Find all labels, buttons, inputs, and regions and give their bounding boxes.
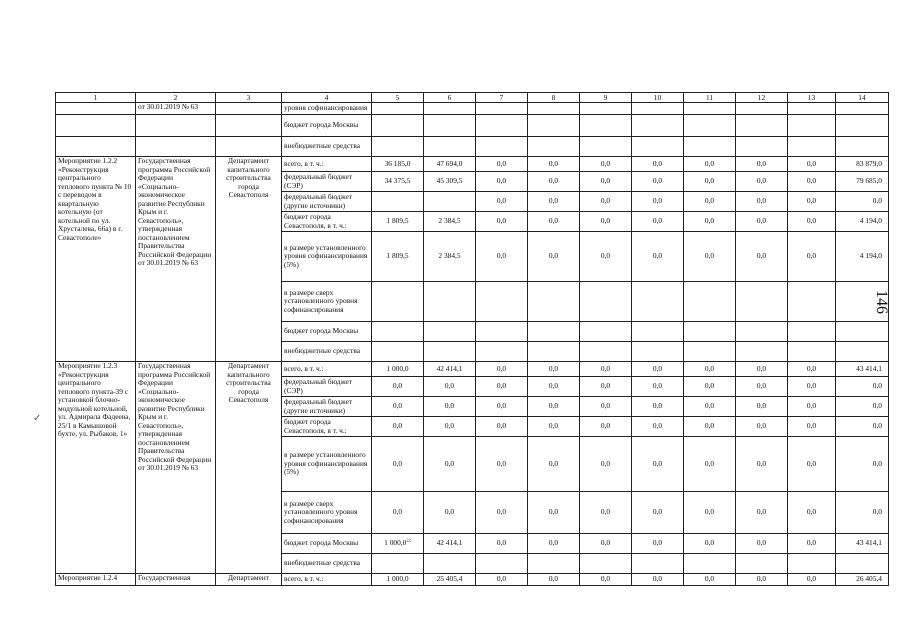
value-cell <box>684 103 736 115</box>
value-text: 1 000,0 <box>384 538 407 548</box>
value-cell <box>528 103 580 115</box>
value-cell: 0,0 <box>736 417 788 437</box>
value-cell <box>528 282 580 322</box>
value-cell: 0,0 <box>580 377 632 397</box>
value-cell <box>580 137 632 157</box>
executor-cell <box>216 137 282 157</box>
funding-source-cell: всего, в т. ч.: <box>282 157 372 172</box>
funding-source-cell: федеральный бюджет (другие источники) <box>282 397 372 417</box>
value-cell <box>836 115 889 137</box>
value-cell: 0,0 <box>788 157 836 172</box>
value-cell: 0,0 <box>788 192 836 212</box>
value-cell <box>372 137 424 157</box>
value-cell <box>424 192 476 212</box>
value-cell: 0,0 <box>684 534 736 554</box>
value-cell: 0,0 <box>632 574 684 586</box>
value-cell <box>372 115 424 137</box>
value-cell <box>632 115 684 137</box>
value-cell <box>476 282 528 322</box>
value-cell: 0,0 <box>632 157 684 172</box>
table-row <box>56 103 889 115</box>
value-cell: 0,0 <box>684 232 736 282</box>
funding-source-cell: бюджет города Москвы <box>282 322 372 342</box>
value-cell: 0,0 <box>632 437 684 492</box>
value-cell: 0,0 <box>836 192 889 212</box>
value-cell: 2 384,5 <box>424 232 476 282</box>
margin-mark: ✓ <box>33 413 42 424</box>
executor-cell: Департамент капитального строительства города Севастополя <box>216 362 282 574</box>
value-cell <box>788 342 836 362</box>
value-cell: 0,0 <box>684 492 736 534</box>
value-cell: 0,0 <box>736 212 788 232</box>
value-cell: 0,0 <box>736 157 788 172</box>
funding-source-cell: в размере сверх установленного уровня софинансирования <box>282 492 372 534</box>
value-cell: 0,0 <box>580 362 632 377</box>
value-cell: 0,0 <box>580 492 632 534</box>
value-cell: 34 375,5 <box>372 172 424 192</box>
value-cell: 0,0 <box>684 437 736 492</box>
column-header-8: 8 <box>528 93 580 103</box>
value-cell: 0,0 <box>632 492 684 534</box>
column-header-4: 4 <box>282 93 372 103</box>
value-cell: 0,0 <box>424 492 476 534</box>
value-cell <box>476 115 528 137</box>
value-cell <box>684 322 736 342</box>
column-header-12: 12 <box>736 93 788 103</box>
value-cell: 26 405,4 <box>836 574 889 586</box>
value-cell: 0,0 <box>736 534 788 554</box>
measure-name-cell: Мероприятие 1.2.3 «Реконструкция центрального теплового пункта-39 с установкой блочно-модульной котельной, ул. Адмирала Фадеева, 25/1 в Камышовой бухте, ул. Рыбаков, 1» <box>56 362 136 574</box>
funding-source-cell: федеральный бюджет (СЭР) <box>282 377 372 397</box>
value-cell <box>836 342 889 362</box>
value-cell <box>736 554 788 574</box>
value-cell: 0,0 <box>528 534 580 554</box>
value-cell <box>632 103 684 115</box>
funding-source-cell: внебюджетные средства <box>282 554 372 574</box>
value-cell <box>736 137 788 157</box>
column-header-7: 7 <box>476 93 528 103</box>
value-cell: 0,0 <box>788 172 836 192</box>
funding-source-cell: уровня софинансирования <box>282 103 372 115</box>
value-cell: 0,0 <box>632 534 684 554</box>
value-cell <box>528 554 580 574</box>
funding-source-cell: бюджет города Москвы <box>282 115 372 137</box>
value-cell: 0,0 <box>836 397 889 417</box>
value-cell: 0,0 <box>684 212 736 232</box>
value-cell: 0,0 <box>632 212 684 232</box>
value-cell <box>580 282 632 322</box>
value-cell <box>632 137 684 157</box>
value-cell: 0,0 <box>836 417 889 437</box>
value-cell <box>788 115 836 137</box>
value-cell <box>736 322 788 342</box>
value-cell <box>424 342 476 362</box>
page-number: 146 <box>873 290 890 314</box>
value-cell: 0,0 <box>632 232 684 282</box>
value-cell: 0,0 <box>788 534 836 554</box>
value-cell: 43 414,1 <box>836 534 889 554</box>
value-cell <box>736 342 788 362</box>
funding-source-cell: в размере установленного уровня софинансирования (5%) <box>282 232 372 282</box>
value-cell: 0,0 <box>476 377 528 397</box>
value-cell <box>788 282 836 322</box>
value-cell: 0,0 <box>424 397 476 417</box>
value-cell <box>580 554 632 574</box>
program-cell: Государственная программа Российской Федерации «Социально-экономическое развитие Республики Крым и г. Севастополь», утвержденная постановлением Правительства Российской Федерации от 30.01.2019 № 63 <box>136 157 216 362</box>
value-cell: 0,0 <box>736 437 788 492</box>
value-cell: 0,0 <box>528 212 580 232</box>
value-cell <box>476 554 528 574</box>
program-cell: Государственная программа Российской Федерации «Социально-экономическое развитие Республики Крым и г. Севастополь», утвержденная постановлением Правительства Российской Федерации от 30.01.2019 № 63 <box>136 362 216 574</box>
value-cell: 0,0 <box>372 492 424 534</box>
value-cell: 1 809,5 <box>372 232 424 282</box>
value-cell <box>372 322 424 342</box>
value-cell: 0,0 <box>684 192 736 212</box>
value-cell: 0,0 <box>580 417 632 437</box>
program-cell <box>136 115 216 137</box>
value-cell <box>632 342 684 362</box>
funding-source-cell: бюджет города Севастополя, в т. ч.: <box>282 212 372 232</box>
table-row <box>56 115 889 137</box>
value-cell: 0,0 <box>528 377 580 397</box>
value-cell: 0,0 <box>788 574 836 586</box>
value-cell <box>424 322 476 342</box>
value-cell <box>372 342 424 362</box>
value-cell <box>424 282 476 322</box>
value-cell: 43 414,1 <box>836 362 889 377</box>
value-cell: 0,0 <box>684 362 736 377</box>
value-cell: 0,0 <box>528 172 580 192</box>
value-cell: 47 694,0 <box>424 157 476 172</box>
measure-name-cell: Мероприятие 1.2.2 «Реконструкция центрального теплового пункта № 10 с переводом в квартальную котельную (от котельной по ул. Хрусталева, 66а) в г. Севастополе» <box>56 157 136 362</box>
value-cell: 0,0 <box>788 417 836 437</box>
value-cell: 0,0 <box>476 157 528 172</box>
value-cell: 0,0 <box>580 397 632 417</box>
value-cell: 0,0 <box>736 377 788 397</box>
value-cell <box>476 342 528 362</box>
value-cell: 0,0 <box>476 397 528 417</box>
executor-cell <box>216 115 282 137</box>
executor-cell: Департамент <box>216 574 282 586</box>
funding-source-cell: бюджет города Севастополя, в т. ч.: <box>282 417 372 437</box>
value-cell <box>372 282 424 322</box>
column-header-1: 1 <box>56 93 136 103</box>
value-cell: 0,0 <box>684 397 736 417</box>
value-cell: 0,0 <box>372 397 424 417</box>
value-cell <box>788 103 836 115</box>
value-cell: 0,0 <box>788 492 836 534</box>
funding-source-cell: всего, в т. ч.: <box>282 362 372 377</box>
table-row <box>56 362 889 377</box>
value-cell <box>580 342 632 362</box>
funding-source-cell: бюджет города Москвы <box>282 534 372 554</box>
value-cell: 0,0 <box>372 437 424 492</box>
header-row <box>56 93 889 103</box>
value-cell: 0,0 <box>736 397 788 417</box>
value-cell: 83 879,0 <box>836 157 889 172</box>
value-cell: 0,0 <box>836 492 889 534</box>
value-cell: 0,0 <box>736 362 788 377</box>
value-cell <box>372 103 424 115</box>
value-cell <box>528 137 580 157</box>
value-cell: 0,0 <box>632 192 684 212</box>
value-cell: 0,0 <box>528 397 580 417</box>
value-cell: 0,0 <box>476 192 528 212</box>
value-cell: 0,0 <box>684 574 736 586</box>
value-cell: 0,0 <box>580 437 632 492</box>
value-cell: 36 185,0 <box>372 157 424 172</box>
value-cell <box>476 103 528 115</box>
executor-cell: Департамент капитального строительства города Севастополя <box>216 157 282 362</box>
value-cell <box>580 322 632 342</box>
value-cell: 42 414,1 <box>424 534 476 554</box>
value-cell: 0,0 <box>788 212 836 232</box>
value-cell <box>684 115 736 137</box>
value-cell <box>476 322 528 342</box>
value-cell: 0,0 <box>684 157 736 172</box>
column-header-10: 10 <box>632 93 684 103</box>
value-cell: 45 309,5 <box>424 172 476 192</box>
value-cell: 0,0 <box>684 172 736 192</box>
value-cell: 0,0 <box>736 492 788 534</box>
value-cell <box>372 554 424 574</box>
value-cell <box>632 322 684 342</box>
value-cell: 0,0 <box>476 534 528 554</box>
value-cell: 0,0 <box>788 377 836 397</box>
measure-name-cell <box>56 115 136 137</box>
value-cell <box>372 192 424 212</box>
value-cell <box>580 103 632 115</box>
value-cell <box>476 137 528 157</box>
value-cell: 0,0 <box>836 377 889 397</box>
funding-source-cell: в размере установленного уровня софинансирования (5%) <box>282 437 372 492</box>
value-cell <box>424 103 476 115</box>
value-cell <box>684 342 736 362</box>
value-cell <box>528 342 580 362</box>
column-header-13: 13 <box>788 93 836 103</box>
funding-source-cell: всего, в т. ч.: <box>282 574 372 586</box>
value-cell: 0,0 <box>580 574 632 586</box>
value-cell: 0,0 <box>476 492 528 534</box>
value-cell <box>788 554 836 574</box>
column-header-3: 3 <box>216 93 282 103</box>
value-cell: 0,0 <box>424 437 476 492</box>
value-cell <box>632 282 684 322</box>
value-cell: 0,0 <box>528 232 580 282</box>
value-cell: 0,0 <box>684 417 736 437</box>
value-cell <box>836 322 889 342</box>
value-cell: 0,0 <box>476 437 528 492</box>
column-header-6: 6 <box>424 93 476 103</box>
budget-table <box>55 92 889 586</box>
value-cell: 0,0 <box>632 417 684 437</box>
value-cell <box>424 137 476 157</box>
value-cell: 0,0 <box>372 377 424 397</box>
funding-source-cell: внебюджетные средства <box>282 342 372 362</box>
value-cell: 0,0 <box>580 534 632 554</box>
value-cell: 0,0 <box>476 417 528 437</box>
value-cell: 1 000,0 <box>372 362 424 377</box>
column-header-2: 2 <box>136 93 216 103</box>
footnote-ref: 22 <box>406 537 411 543</box>
value-cell: 79 685,0 <box>836 172 889 192</box>
value-cell: 0,0 <box>424 417 476 437</box>
measure-name-cell <box>56 137 136 157</box>
value-cell: 0,0 <box>476 172 528 192</box>
value-cell <box>736 103 788 115</box>
value-cell: 0,0 <box>632 172 684 192</box>
measure-name-cell <box>56 103 136 115</box>
value-cell <box>684 282 736 322</box>
value-cell: 0,0 <box>580 192 632 212</box>
funding-source-cell: внебюджетные средства <box>282 137 372 157</box>
value-cell: 4 194,0 <box>836 232 889 282</box>
value-cell <box>372 534 424 554</box>
value-cell: 0,0 <box>580 157 632 172</box>
value-cell: 0,0 <box>476 574 528 586</box>
value-cell <box>580 115 632 137</box>
column-header-5: 5 <box>372 93 424 103</box>
value-cell: 0,0 <box>528 157 580 172</box>
value-cell: 0,0 <box>424 377 476 397</box>
value-cell: 0,0 <box>528 574 580 586</box>
value-cell: 0,0 <box>528 492 580 534</box>
value-cell: 0,0 <box>736 574 788 586</box>
value-cell: 25 405,4 <box>424 574 476 586</box>
value-cell: 0,0 <box>788 232 836 282</box>
value-cell <box>424 115 476 137</box>
funding-source-cell: федеральный бюджет (СЭР) <box>282 172 372 192</box>
value-cell: 0,0 <box>788 362 836 377</box>
value-cell: 0,0 <box>372 417 424 437</box>
value-cell <box>684 554 736 574</box>
value-cell: 0,0 <box>632 397 684 417</box>
value-cell: 0,0 <box>528 437 580 492</box>
value-cell <box>528 115 580 137</box>
funding-source-cell: федеральный бюджет (другие источники) <box>282 192 372 212</box>
value-cell: 0,0 <box>476 362 528 377</box>
value-cell: 0,0 <box>788 437 836 492</box>
value-cell <box>736 115 788 137</box>
value-cell: 0,0 <box>580 212 632 232</box>
value-cell <box>836 103 889 115</box>
value-cell: 0,0 <box>580 232 632 282</box>
column-header-9: 9 <box>580 93 632 103</box>
measure-name-cell: Мероприятие 1.2.4 <box>56 574 136 586</box>
value-cell: 0,0 <box>836 437 889 492</box>
value-cell: 0,0 <box>476 232 528 282</box>
value-cell <box>632 554 684 574</box>
column-header-14: 14 <box>836 93 889 103</box>
value-cell: 0,0 <box>632 362 684 377</box>
value-cell: 0,0 <box>632 377 684 397</box>
value-cell: 0,0 <box>528 417 580 437</box>
value-cell: 0,0 <box>736 172 788 192</box>
value-cell <box>684 137 736 157</box>
value-cell: 4 194,0 <box>836 212 889 232</box>
program-cell: Государственная <box>136 574 216 586</box>
value-cell <box>788 322 836 342</box>
value-cell <box>424 554 476 574</box>
value-cell <box>528 322 580 342</box>
program-cell: от 30.01.2019 № 63 <box>136 103 216 115</box>
program-cell <box>136 137 216 157</box>
value-cell: 0,0 <box>528 362 580 377</box>
column-header-11: 11 <box>684 93 736 103</box>
table-row <box>56 574 889 586</box>
value-cell <box>736 282 788 322</box>
value-cell: 0,0 <box>684 377 736 397</box>
funding-source-cell: в размере сверх установленного уровня софинансирования <box>282 282 372 322</box>
value-cell: 1 000,0 <box>372 574 424 586</box>
value-cell: 0,0 <box>476 212 528 232</box>
value-cell: 0,0 <box>528 192 580 212</box>
value-cell: 0,0 <box>736 232 788 282</box>
value-cell: 0,0 <box>788 397 836 417</box>
table-row <box>56 157 889 172</box>
value-cell: 1 809,5 <box>372 212 424 232</box>
value-cell <box>836 554 889 574</box>
value-cell: 0,0 <box>736 192 788 212</box>
executor-cell <box>216 103 282 115</box>
value-cell: 42 414,1 <box>424 362 476 377</box>
value-cell: 2 384,5 <box>424 212 476 232</box>
value-cell <box>788 137 836 157</box>
value-cell: 0,0 <box>580 172 632 192</box>
table-row <box>56 137 889 157</box>
value-cell <box>836 137 889 157</box>
